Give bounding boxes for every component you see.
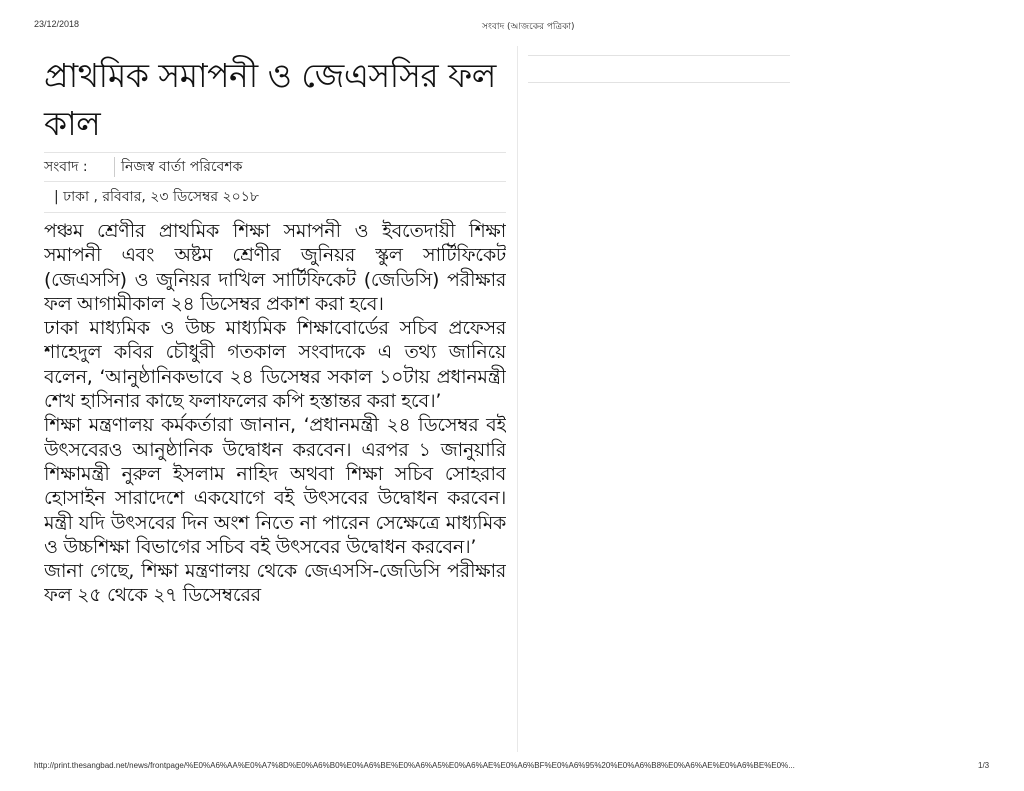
article-body — [44, 219, 506, 739]
column-divider — [517, 46, 518, 752]
paragraph-4: জানা গেছে, শিক্ষা মন্ত্রণালয় থেকে জেএসসি-জেডিসি পরীক্ষার ফল ২৫ থেকে ২৭ ডিসেম্বরের — [44, 560, 506, 607]
byline-label: সংবাদ : — [44, 159, 88, 175]
sidebar-rule-bottom — [528, 82, 790, 83]
paragraph-2: ঢাকা মাধ্যমিক ও উচ্চ মাধ্যমিক শিক্ষাবোর্ডের সচিব প্রফেসর শাহেদুল কবির চৌধুরী গতকাল সংবাদকে এ তথ্য জানিয়ে বলেন, ‘আনুষ্ঠানিকভাবে ২৪ ডিসেম্বর সকাল ১০টায় প্রধানমন্ত্রী শেখ হাসিনার কাছে ফলাফলের কপি হস্তান্তর করা হবে।’ — [44, 317, 506, 413]
byline-divider — [114, 157, 115, 177]
print-date: 23/12/2018 — [34, 19, 80, 29]
sidebar-rule-top — [528, 55, 790, 56]
print-page-title: সংবাদ (আজকের পত্রিকা) — [482, 22, 575, 32]
paragraph-3: শিক্ষা মন্ত্রণালয় কর্মকর্তারা জানান, ‘প্রধানমন্ত্রী ২৪ ডিসেম্বর বই উৎসবেরও আনুষ্ঠানিক উদ্বোধন করবেন। এরপর ১ জানুয়ারি শিক্ষামন্ত্রী নুরুল ইসলাম নাহিদ অথবা শিক্ষা সচিব সোহরাব হোসাইন সারাদেশে একযোগে বই উৎসবের উদ্বোধন করবেন। মন্ত্রী যদি উৎসবের দিন অংশ নিতে না পারেন সেক্ষেত্রে মাধ্যমিক ও উচ্চশিক্ষা বিভাগের সচিব বই উৎসবের উদ্বোধন করবেন।’ — [44, 414, 506, 558]
dateline: | ঢাকা , রবিবার, ২৩ ডিসেম্বর ২০১৮ — [44, 182, 506, 213]
byline-author: নিজস্ব বার্তা পরিবেশক — [121, 159, 243, 175]
headline: প্রাথমিক সমাপনী ও জেএসসির ফল কাল — [44, 52, 506, 153]
page-number: 1/3 — [978, 761, 990, 770]
print-url: http://print.thesangbad.net/news/frontpage/%E0%A6%AA%E0%A7%8D%E0%A6%B0%E0%A6%BE%E0%A6%A5%E0%A6%AE%E0%A6%BF%E0%A6%95%20%E0%A6%B8%E0%A6%AE%E0%A6%BE%E0%... — [34, 761, 795, 770]
byline — [44, 153, 506, 182]
paragraph-1: পঞ্চম শ্রেণীর প্রাথমিক শিক্ষা সমাপনী ও ইবতেদায়ী শিক্ষা সমাপনী এবং অষ্টম শ্রেণীর জুনিয়র স্কুল সার্টিফিকেট (জেএসসি) ও জুনিয়র দাখিল সার্টিফিকেট (জেডিসি) পরীক্ষার ফল আগামীকাল ২৪ ডিসেম্বর প্রকাশ করা হবে। — [44, 220, 506, 315]
article — [44, 52, 506, 739]
